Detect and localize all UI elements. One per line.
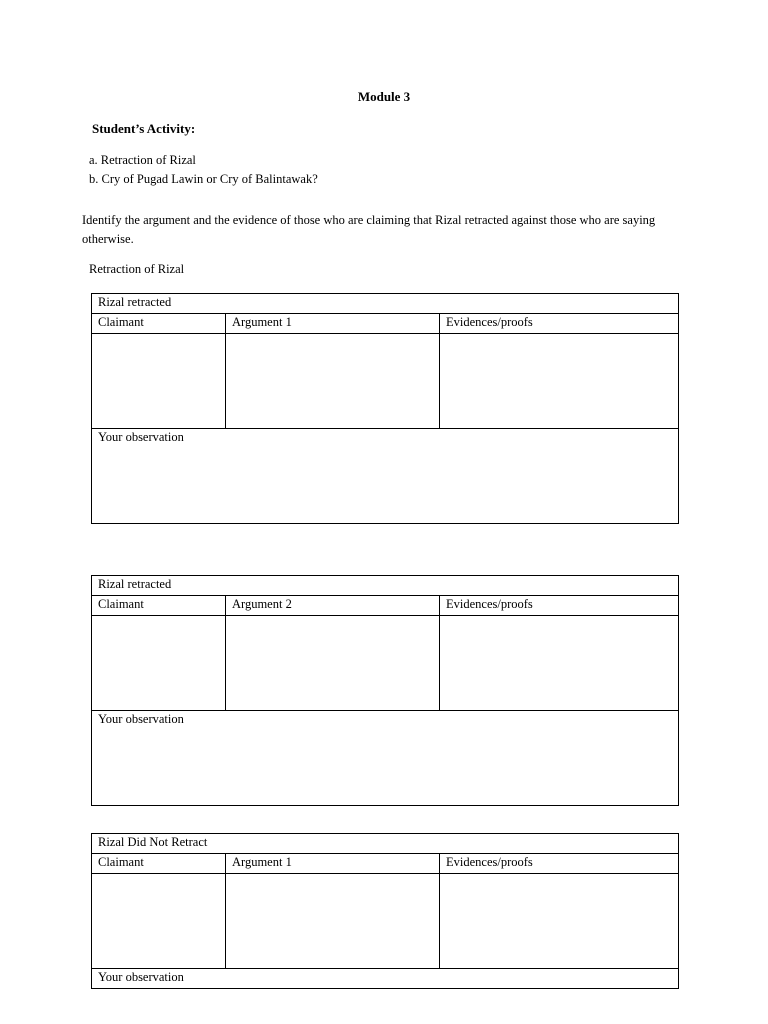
header-evidences: Evidences/proofs bbox=[440, 854, 679, 874]
header-claimant: Claimant bbox=[92, 596, 226, 616]
observation-label: Your observation bbox=[98, 712, 184, 726]
activity-item-a: a. Retraction of Rizal bbox=[89, 153, 196, 167]
observation-cell[interactable] bbox=[92, 711, 679, 806]
argument-cell[interactable] bbox=[226, 616, 440, 711]
header-claimant: Claimant bbox=[92, 854, 226, 874]
evidences-cell[interactable] bbox=[440, 334, 679, 429]
worksheet-table-1 bbox=[91, 293, 679, 524]
claimant-cell[interactable] bbox=[92, 874, 226, 969]
evidences-cell[interactable] bbox=[440, 874, 679, 969]
header-argument: Argument 1 bbox=[226, 854, 440, 874]
table-title: Rizal Did Not Retract bbox=[92, 834, 679, 854]
observation-label: Your observation bbox=[98, 430, 184, 444]
header-evidences: Evidences/proofs bbox=[440, 314, 679, 334]
header-evidences: Evidences/proofs bbox=[440, 596, 679, 616]
observation-cell[interactable] bbox=[92, 429, 679, 524]
header-claimant: Claimant bbox=[92, 314, 226, 334]
activity-heading: Student’s Activity: bbox=[92, 121, 196, 136]
table-title: Rizal retracted bbox=[92, 294, 679, 314]
worksheet-table-3 bbox=[91, 833, 679, 989]
section-label: Retraction of Rizal bbox=[89, 262, 185, 276]
argument-cell[interactable] bbox=[226, 874, 440, 969]
activity-item-b: b. Cry of Pugad Lawin or Cry of Balintawak? bbox=[89, 172, 318, 186]
claimant-cell[interactable] bbox=[92, 616, 226, 711]
table-title: Rizal retracted bbox=[92, 576, 679, 596]
claimant-cell[interactable] bbox=[92, 334, 226, 429]
worksheet-table-2 bbox=[91, 575, 679, 806]
instruction-paragraph: Identify the argument and the evidence of those who are claiming that Rizal retracted against those who are saying otherwise. bbox=[82, 213, 656, 246]
observation-cell[interactable] bbox=[92, 969, 679, 989]
observation-label: Your observation bbox=[98, 970, 184, 984]
header-argument: Argument 1 bbox=[226, 314, 440, 334]
argument-cell[interactable] bbox=[226, 334, 440, 429]
header-argument: Argument 2 bbox=[226, 596, 440, 616]
module-title: Module 3 bbox=[357, 89, 411, 104]
evidences-cell[interactable] bbox=[440, 616, 679, 711]
